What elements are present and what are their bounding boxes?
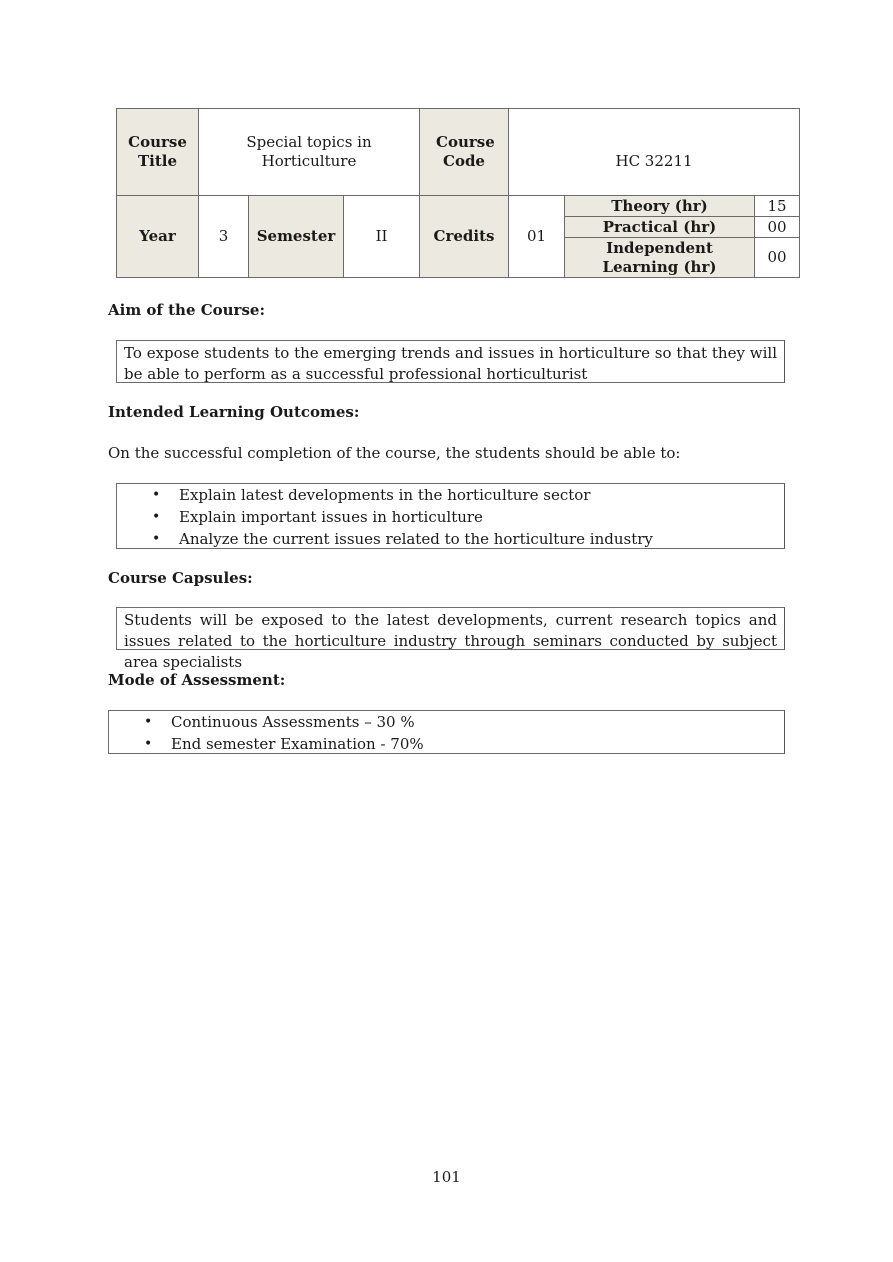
course-code-label: Course Code bbox=[420, 109, 509, 196]
practical-hours-value: 00 bbox=[755, 217, 800, 238]
assessment-heading: Mode of Assessment: bbox=[108, 671, 286, 689]
page-number: 101 bbox=[432, 1168, 461, 1186]
bullet-icon: • bbox=[152, 487, 161, 503]
capsules-heading: Course Capsules: bbox=[108, 569, 253, 587]
independent-learning-label: Independent Learning (hr) bbox=[565, 238, 755, 278]
course-title-label: Course Title bbox=[117, 109, 199, 196]
assessment-list bbox=[109, 711, 784, 755]
outcomes-list bbox=[117, 484, 784, 550]
assessment-box bbox=[108, 710, 785, 754]
outcome-item: • Analyze the current issues related to the horticulture industry bbox=[152, 530, 653, 548]
aim-box bbox=[116, 340, 785, 383]
course-code-value: HC 32211 bbox=[509, 109, 800, 196]
year-label: Year bbox=[117, 196, 199, 278]
bullet-icon: • bbox=[144, 736, 153, 752]
independent-learning-value: 00 bbox=[755, 238, 800, 278]
outcomes-intro: On the successful completion of the course, the students should be able to: bbox=[108, 444, 681, 462]
theory-hours-value: 15 bbox=[755, 196, 800, 217]
practical-hours-label: Practical (hr) bbox=[565, 217, 755, 238]
bullet-icon: • bbox=[152, 531, 161, 547]
aim-heading: Aim of the Course: bbox=[108, 301, 265, 319]
credits-label: Credits bbox=[420, 196, 509, 278]
outcome-item: • Explain latest developments in the horticulture sector bbox=[152, 486, 591, 504]
assessment-item: • End semester Examination - 70% bbox=[144, 735, 424, 753]
semester-label: Semester bbox=[249, 196, 344, 278]
aim-text: To expose students to the emerging trends and issues in horticulture so that they will be able to perform as a successful professional horticulturist bbox=[124, 344, 777, 383]
course-info-table bbox=[116, 108, 800, 278]
semester-value: II bbox=[344, 196, 420, 278]
credits-value: 01 bbox=[509, 196, 565, 278]
year-value: 3 bbox=[199, 196, 249, 278]
outcomes-heading: Intended Learning Outcomes: bbox=[108, 403, 360, 421]
course-title-value: Special topics in Horticulture bbox=[199, 109, 420, 196]
bullet-icon: • bbox=[152, 509, 161, 525]
outcome-item: • Explain important issues in horticulture bbox=[152, 508, 483, 526]
capsules-box bbox=[116, 607, 785, 671]
assessment-item: • Continuous Assessments – 30 % bbox=[144, 713, 415, 731]
theory-hours-label: Theory (hr) bbox=[565, 196, 755, 217]
outcomes-box bbox=[116, 483, 785, 549]
bullet-icon: • bbox=[144, 714, 153, 730]
capsules-text: Students will be exposed to the latest developments, current research topics and issues related to the horticulture industry through seminars conducted by subject area specialists bbox=[124, 611, 777, 671]
